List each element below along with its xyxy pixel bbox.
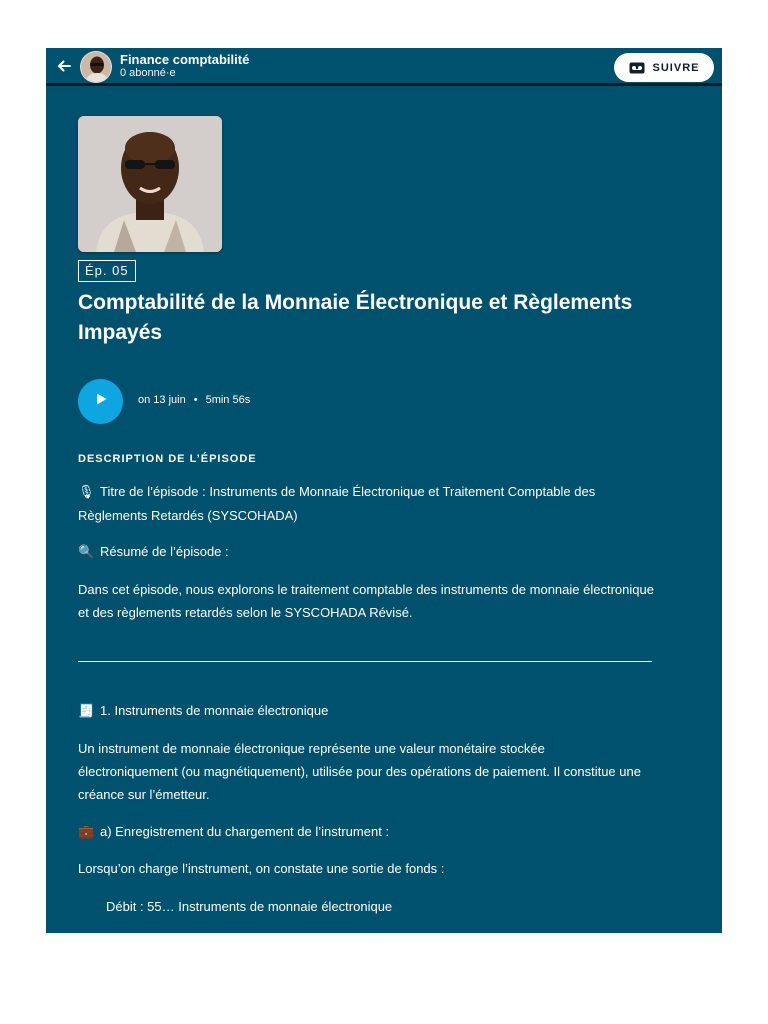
episode-cover-image (78, 116, 222, 252)
briefcase-icon: 💼 (78, 825, 95, 840)
episode-duration: 5min 56s (205, 394, 251, 406)
description-paragraph: Lorsqu’on charge l’instrument, on constate une sortie de fonds : (78, 861, 445, 876)
section-heading: 1. Instruments de monnaie électronique (100, 703, 329, 718)
episode-title: Comptabilité de la Monnaie Électronique et Règlements Impayés (78, 291, 633, 344)
subscribe-icon (629, 62, 645, 74)
channel-info[interactable] (120, 52, 249, 80)
description-paragraph (78, 820, 658, 844)
description-paragraph (78, 540, 658, 564)
description-paragraph: Un instrument de monnaie électronique représente une valeur monétaire stockée électroniquement (ou magnétiquement), utilisée pour des opérations de paiement. Il constitue une créance sur l’émetteur. (78, 741, 641, 802)
description-paragraph (78, 699, 658, 723)
subscriber-count: 0 abonné·e (120, 67, 176, 79)
description-heading: DESCRIPTION DE L’ÉPISODE (78, 453, 257, 465)
description-paragraph: Dans cet épisode, nous explorons le traitement comptable des instruments de monnaie électronique et des règlements retardés selon le SYSCOHADA Révisé. (78, 582, 654, 620)
follow-button[interactable] (614, 53, 714, 82)
summary-label: Résumé de l’épisode : (100, 544, 229, 559)
arrow-left-icon[interactable] (54, 56, 74, 76)
episode-date: on 13 juin (138, 394, 186, 406)
avatar[interactable] (80, 51, 112, 83)
journal-entry-line: Débit : 55… Instruments de monnaie électronique (106, 899, 393, 914)
description-paragraph (78, 480, 658, 527)
meta-separator: • (193, 394, 198, 406)
subsection-heading: a) Enregistrement du chargement de l’instrument : (100, 824, 390, 839)
top-bar (46, 48, 722, 86)
microphone-icon: 🎙 (78, 485, 95, 500)
play-icon (94, 392, 108, 411)
episode-number-badge: Ép. 05 (78, 260, 136, 282)
podcast-page (46, 48, 722, 933)
magnifier-icon: 🔍 (78, 545, 95, 560)
divider (78, 661, 652, 662)
receipt-icon: 🧾 (78, 704, 95, 719)
channel-title[interactable]: Finance comptabilité (120, 52, 250, 67)
episode-title-line: Titre de l’épisode : Instruments de Monnaie Électronique et Traitement Comptable des Règlements Retardés (SYSCOHADA) (78, 484, 596, 523)
follow-label: SUIVRE (652, 61, 700, 74)
episode-meta (138, 393, 250, 407)
play-button[interactable] (78, 379, 123, 424)
